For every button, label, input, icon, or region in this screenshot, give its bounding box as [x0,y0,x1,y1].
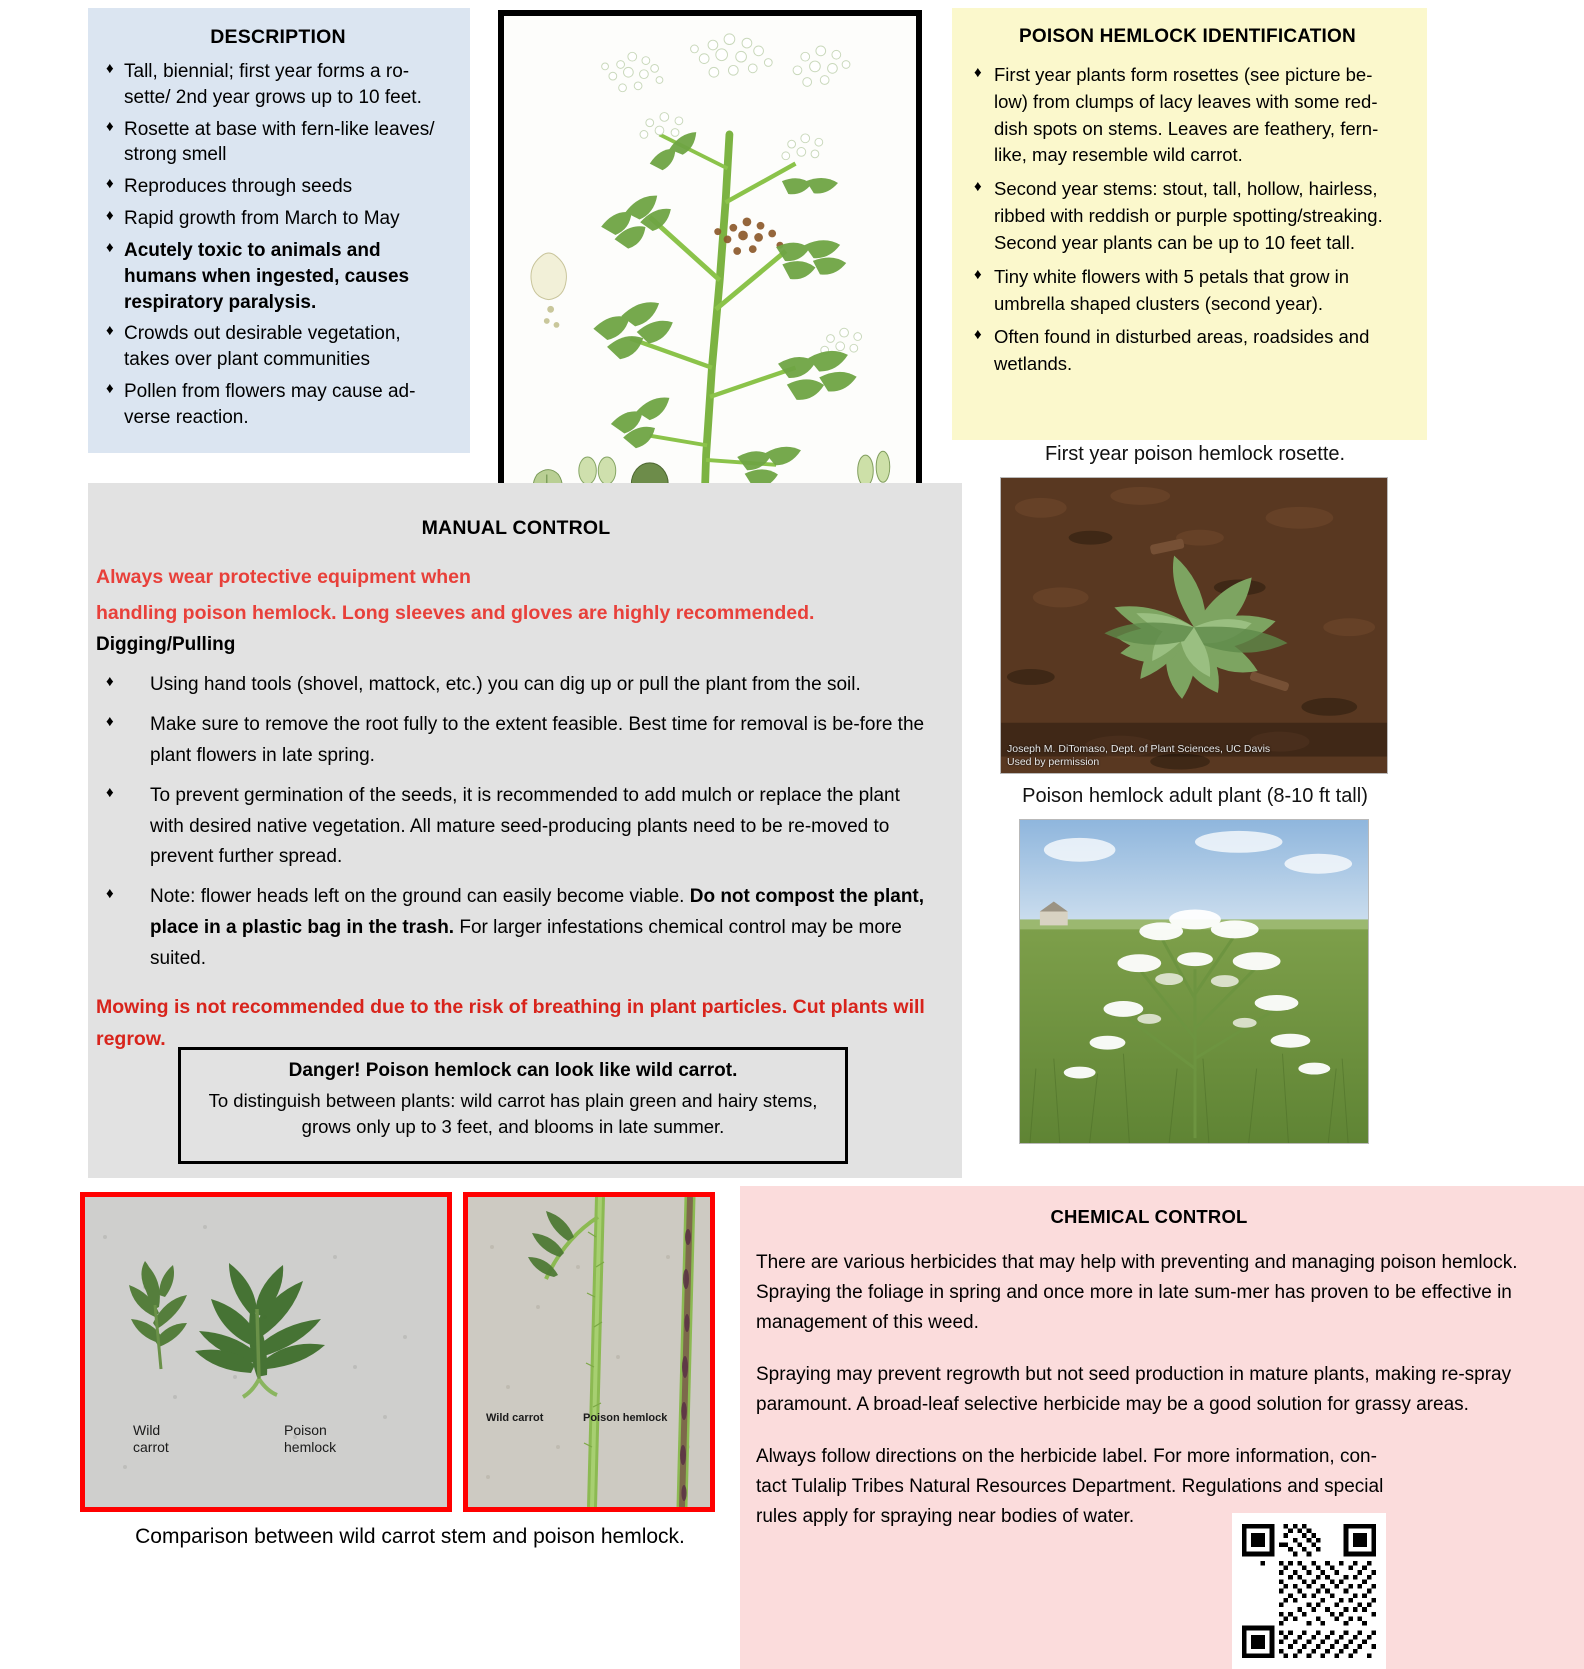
wild-carrot-label-line2: carrot [133,1438,169,1455]
list-item: ♦ Rapid growth from March to May [106,206,450,232]
poison-hemlock-label-left [284,1422,336,1456]
danger-callout-box [178,1047,848,1164]
list-item [96,882,936,974]
stem-comparison-photo [463,1192,715,1512]
list-item: ♦ Tall, biennial; first year forms a ro-sette/ 2nd year grows up to 10 feet. [106,59,450,111]
list-item: ♦ Second year stems: stout, tall, hollow, hairless, ribbed with reddish or purple spotting/streaking. Second year plants can be up to 10 feet tall. [974,176,1401,256]
poison-hemlock-label-line2: hemlock [284,1438,337,1455]
identification-title: POISON HEMLOCK IDENTIFICATION [1019,26,1356,47]
chemical-paragraph: Always follow directions on the herbicide label. For more information, con-tact Tulalip Tribes Natural Resources Department. Regulations and special rules apply for spraying near bodies of water. [756,1446,1384,1528]
list-item: ♦ Often found in disturbed areas, roadsides and wetlands. [974,324,1401,378]
manual-control-title: MANUAL CONTROL [421,517,611,539]
adult-plant-photo-graphic [1020,820,1368,1143]
list-item: ♦ To prevent germination of the seeds, it is recommended to add mulch or replace the plant with desired native vegetation. All mature seed-producing plants need to be re-moved to prevent further spread. [96,781,936,873]
photo-credit-line2: Used by permission [1007,755,1100,768]
digging-pulling-subheading: Digging/Pulling [96,634,236,656]
identification-bullet-list [974,62,1401,378]
wild-carrot-label-line1: Wild [133,1422,161,1438]
chemical-control-panel [740,1186,1584,1669]
list-item: ♦ Using hand tools (shovel, mattock, etc.) you can dig up or pull the plant from the soil. [96,670,936,701]
list-item: ♦ Pollen from flowers may cause ad-verse reaction. [106,379,450,431]
stem-comparison-graphic [468,1197,710,1507]
protective-equipment-warning-line1: Always wear protective equipment when [96,566,471,588]
note-text-bold: Do not compost the plant, place in a plastic bag in the trash. [150,886,925,938]
list-item: ♦ First year plants form rosettes (see picture be-low) from clumps of lacy leaves with some red-dish spots on stems. Leaves are feathery, fern-like, may resemble wild carrot. [974,62,1401,169]
chemical-paragraph: There are various herbicides that may help with preventing and managing poison hemlock. Spraying the foliage in spring and once more in late sum-mer has proven to be effective in management of this weed. [756,1252,1518,1334]
poison-hemlock-label-line1: Poison [284,1422,327,1438]
protective-equipment-warning-line2: handling poison hemlock. Long sleeves and gloves are highly recommended. [96,602,815,625]
danger-heading: Danger! Poison hemlock can look like wild carrot. [288,1060,738,1081]
hemlock-plant-drawing [504,16,916,557]
description-bullet-list [106,59,450,431]
list-item: ♦ Rosette at base with fern-like leaves/ strong smell [106,117,450,169]
leaf-comparison-photo [80,1192,452,1512]
rosette-photo-graphic [1001,478,1387,773]
photo-credit [1007,743,1270,769]
adult-plant-photo-caption: Poison hemlock adult plant (8-10 ft tall) [1022,785,1368,807]
note-text-plain: Note: flower heads left on the ground can easily become viable. [150,886,690,908]
description-title: DESCRIPTION [210,26,346,48]
adult-plant-photo [1019,819,1369,1144]
poison-hemlock-label-right: Poison hemlock [583,1412,668,1424]
list-item: ♦ Make sure to remove the root fully to the extent feasible. Best time for removal is be-fore the plant flowers in late spring. [96,710,936,772]
chemical-control-title: CHEMICAL CONTROL [1050,1206,1248,1227]
identification-panel [952,8,1427,440]
botanical-illustration-image [498,10,922,563]
qr-code-image[interactable] [1232,1513,1386,1669]
digging-pulling-list [96,670,936,974]
note-text-tail: For larger infestations chemical control may be more suited. [150,916,902,969]
list-item: ♦ Acutely toxic to animals and humans when ingested, causes respiratory paralysis. [106,238,450,315]
list-item: ♦ Crowds out desirable vegetation, takes over plant communities [106,321,450,373]
qr-code-graphic [1242,1523,1376,1659]
rosette-photo [1000,477,1388,774]
description-panel [88,8,470,453]
rosette-photo-caption: First year poison hemlock rosette. [1044,443,1346,465]
chemical-paragraph: Spraying may prevent regrowth but not seed production in mature plants, making re-spray paramount. A broad-leaf selective herbicide may be a good solution for grassy areas. [756,1364,1512,1416]
list-item: ♦ Tiny white flowers with 5 petals that grow in umbrella shaped clusters (second year). [974,264,1401,318]
photo-credit-line1: Joseph M. DiTomaso, Dept. of Plant Sciences, UC Davis [1007,742,1271,755]
mowing-warning: Mowing is not recommended due to the risk of breathing in plant particles. Cut plants will regrow. [96,996,925,1050]
list-item: ♦ Reproduces through seeds [106,174,450,200]
comparison-caption: Comparison between wild carrot stem and poison hemlock. [135,1525,685,1548]
wild-carrot-label-right: Wild carrot [486,1412,544,1424]
leaf-comparison-graphic [85,1197,447,1507]
wild-carrot-label-left [133,1422,169,1456]
danger-body: To distinguish between plants: wild carrot has plain green and hairy stems, grows only up to 3 feet, and blooms in late summer. [208,1090,818,1138]
